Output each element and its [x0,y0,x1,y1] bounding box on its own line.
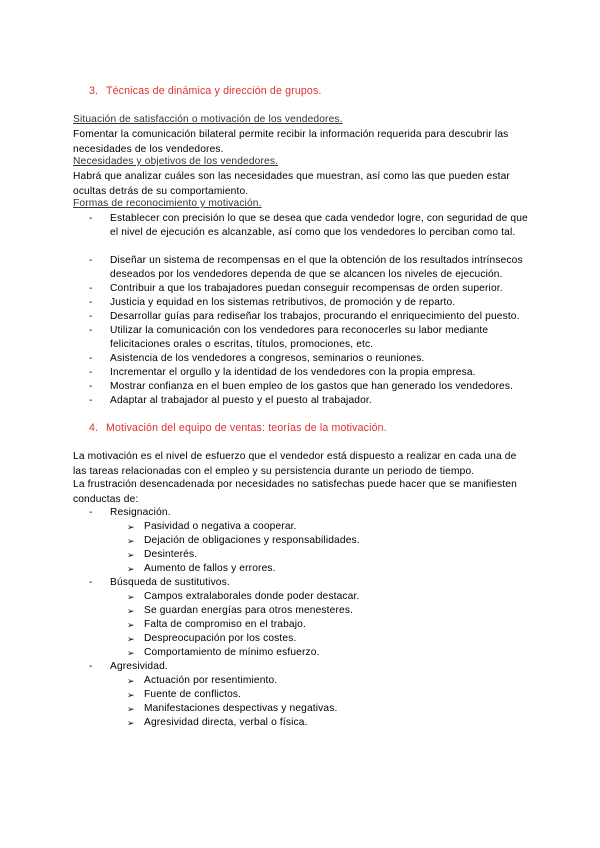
list-item-text: Desarrollar guías para rediseñar los trabajos, procurando el enriquecimiento del puesto. [110,311,520,322]
list-item-text: Manifestaciones despectivas y negativas. [144,703,338,714]
list-item [89,254,529,282]
list-item [127,632,296,646]
dash-bullet: - [89,325,93,336]
list-item [127,618,306,632]
dash-bullet: - [89,283,93,294]
subheading-needs: Necesidades y objetivos de los vendedores. [73,156,279,167]
list-item [89,212,529,240]
section-4-title: Motivación del equipo de ventas: teorías de la motivación. [106,422,387,434]
arrow-bullet-icon: ➢ [127,704,135,714]
list-item [89,352,529,366]
arrow-bullet-icon: ➢ [127,550,135,560]
dash-bullet: - [89,297,93,308]
list-item [89,380,529,394]
list-item-text: Desinterés. [144,549,198,560]
list-item [89,394,529,408]
dash-bullet: - [89,577,93,588]
list-item-text: Dejación de obligaciones y responsabilidades. [144,535,360,546]
paragraph-motivation: La motivación es el nivel de esfuerzo que el vendedor está dispuesto a realizar en cada una de las tareas relacionadas con el empleo y su persistencia durante un periodo de tiempo. [73,451,517,477]
behavior-group [89,576,230,590]
list-item-text: Comportamiento de mínimo esfuerzo. [144,647,320,658]
list-item-text: Falta de compromiso en el trabajo. [144,619,306,630]
arrow-bullet-icon: ➢ [127,690,135,700]
paragraph-satisfaction: Fomentar la comunicación bilateral permite recibir la información requerida para descubrir las necesidades de los vendedores. [73,129,509,155]
list-item-text: Fuente de conflictos. [144,689,242,700]
list-item [89,324,529,352]
list-item-text: Despreocupación por los costes. [144,633,297,644]
list-item [89,366,529,380]
dash-bullet: - [89,395,93,406]
list-item-text: Diseñar un sistema de recompensas en el que la obtención de los resultados intrínsecos deseados por los vendedores dependa de que se alcancen los niveles de ejecución. [110,255,523,281]
dash-bullet: - [89,213,93,224]
subheading-satisfaction: Situación de satisfacción o motivación de los vendedores. [73,114,343,125]
list-item-text: Establecer con precisión lo que se desea que cada vendedor logre, con seguridad de que el nivel de ejecución es alcanzable, así como que los vendedores lo perciban como tal. [110,213,528,239]
dash-bullet: - [89,353,93,364]
list-item-text: Utilizar la comunicación con los vendedores para reconocerles su labor mediante felicitaciones orales o escritas, títulos, promociones, etc. [110,325,489,351]
behavior-group-label: Agresividad. [110,661,168,672]
dash-bullet: - [89,255,93,266]
list-item [127,590,359,604]
list-item [127,604,353,618]
list-item [127,548,197,562]
section-3-title: Técnicas de dinámica y dirección de grupos. [106,85,322,97]
list-item [89,296,529,310]
paragraph-needs: Habrá que analizar cuáles son las necesidades que muestran, así como las que pueden estar ocultas detrás de su comportamiento. [73,171,510,197]
arrow-bullet-icon: ➢ [127,522,135,532]
behavior-group [89,660,168,674]
list-item-text: Adaptar al trabajador al puesto y el puesto al trabajador. [110,395,372,406]
list-item [127,674,277,688]
list-item [127,716,308,730]
list-item [127,562,276,576]
list-item [127,702,337,716]
list-item-text: Contribuir a que los trabajadores puedan conseguir recompensas de orden superior. [110,283,503,294]
section-3-heading [89,85,322,97]
arrow-bullet-icon: ➢ [127,634,135,644]
section-3-number: 3. [89,85,99,97]
list-item-text: Se guardan energías para otros menesteres. [144,605,354,616]
dash-bullet: - [89,661,93,672]
list-item [127,520,297,534]
list-item [127,688,241,702]
list-item [127,534,360,548]
arrow-bullet-icon: ➢ [127,676,135,686]
section-4-number: 4. [89,422,99,434]
list-item-text: Mostrar confianza en el buen empleo de los gastos que han generado los vendedores. [110,381,514,392]
arrow-bullet-icon: ➢ [127,648,135,658]
list-item-text: Asistencia de los vendedores a congresos, seminarios o reuniones. [110,353,425,364]
list-item-text: Pasividad o negativa a cooperar. [144,521,297,532]
list-item-text: Incrementar el orgullo y la identidad de los vendedores con la propia empresa. [110,367,476,378]
list-item [89,310,529,324]
list-item-text: Justicia y equidad en los sistemas retributivos, de promoción y de reparto. [110,297,456,308]
section-4-heading [89,422,387,434]
behavior-group [89,506,171,520]
behavior-group-label: Búsqueda de sustitutivos. [110,577,230,588]
list-item-text: Actuación por resentimiento. [144,675,278,686]
list-item-text: Campos extralaborales donde poder destacar. [144,591,360,602]
arrow-bullet-icon: ➢ [127,620,135,630]
dash-bullet: - [89,311,93,322]
paragraph-frustration: La frustración desencadenada por necesidades no satisfechas puede hacer que se manifiesten conductas de: [73,479,517,505]
list-item [127,646,320,660]
dash-bullet: - [89,381,93,392]
behavior-group-label: Resignación. [110,507,171,518]
dash-bullet: - [89,367,93,378]
arrow-bullet-icon: ➢ [127,536,135,546]
arrow-bullet-icon: ➢ [127,606,135,616]
arrow-bullet-icon: ➢ [127,592,135,602]
arrow-bullet-icon: ➢ [127,718,135,728]
list-item-text: Agresividad directa, verbal o física. [144,717,308,728]
subheading-recognition: Formas de reconocimiento y motivación. [73,198,262,209]
arrow-bullet-icon: ➢ [127,564,135,574]
list-item-text: Aumento de fallos y errores. [144,563,276,574]
dash-bullet: - [89,507,93,518]
list-item [89,282,529,296]
